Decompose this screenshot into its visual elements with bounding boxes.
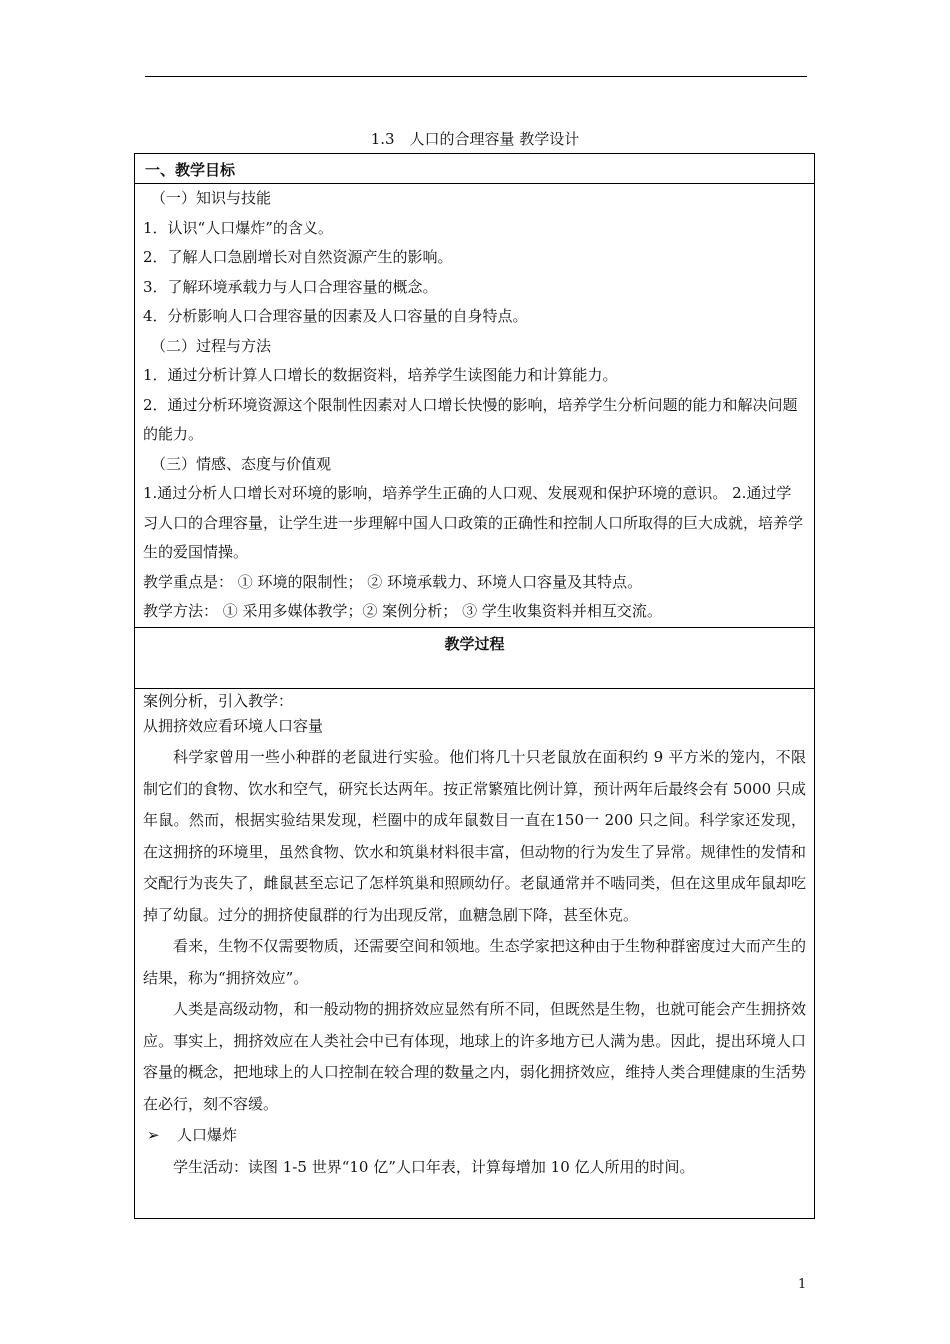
page-number: 1 — [798, 1277, 807, 1292]
key-points: 教学重点是： ① 环境的限制性； ② 环境承载力、环境人口容量及其特点。 — [143, 572, 643, 591]
case-section — [135, 689, 814, 1220]
process-item: 2．通过分析环境资源这个限制性因素对人口增长快慢的影响，培养学生分析问题的能力和解决问题的能力。 — [143, 395, 798, 443]
case-paragraph: 看来，生物不仅需要物质，还需要空间和领地。生态学家把这种由于生物种群密度过大而产生的结果，称为“拥挤效应”。 — [143, 937, 806, 987]
document-title: 1.3 人口的合理容量 教学设计 — [370, 130, 580, 148]
bullet-text: 人口爆炸 — [177, 1126, 238, 1144]
lesson-plan-table — [134, 153, 815, 1219]
case-intro: 案例分析，引入教学： — [143, 692, 294, 710]
teaching-process-heading: 教学过程 — [444, 635, 505, 653]
knowledge-item: 3．了解环境承载力与人口合理容量的概念。 — [143, 277, 438, 296]
header-rule — [145, 76, 807, 77]
objectives-heading-row — [135, 154, 814, 184]
process-heading-row — [135, 628, 814, 689]
knowledge-heading: （一）知识与技能 — [151, 189, 272, 207]
case-subtitle: 从拥挤效应看环境人口容量 — [143, 717, 324, 735]
objectives-heading: 一、教学目标 — [145, 161, 236, 179]
case-paragraph: 科学家曾用一些小种群的老鼠进行实验。他们将几十只老鼠放在面积约 9 平方米的笼内，不限制它们的食物、饮水和空气，研究长达两年。按正常繁殖比例计算，预计两年后最终会有 5000 只成年鼠。然而，根据实验结果发现，栏圈中的成年鼠数目一直在150一 200 只之间。科学家还发现，在这拥挤的环境里，虽然食物、饮水和筑巢材料很丰富，但动物的行为发生了异常。规律性的发情和交配行为丧失了，雌鼠甚至忘记了怎样筑巢和照顾幼仔。老鼠通常并不啮同类，但在这里成年鼠却吃掉了幼鼠。过分的拥挤使鼠群的行为出现反常，血糖急剧下降，甚至休克。 — [143, 748, 806, 924]
process-heading: （二）过程与方法 — [151, 336, 272, 355]
teaching-methods: 教学方法： ① 采用多媒体教学；② 案例分析； ③ 学生收集资料并相互交流。 — [143, 602, 662, 620]
emotion-text: 1.通过分析人口增长对环境的影响，培养学生正确的人口观、发展观和保护环境的意识。 2.通过学习人口的合理容量，让学生进一步理解中国人口政策的正确性和控制人口所取得的巨大成就，培养学生的爱国情操。 — [143, 484, 804, 561]
knowledge-item: 4．分析影响人口合理容量的因素及人口容量的自身特点。 — [143, 307, 528, 325]
objectives-section — [135, 184, 814, 628]
student-activity: 学生活动：读图 1-5 世界“10 亿”人口年表，计算每增加 10 亿人所用的时间。 — [173, 1157, 695, 1176]
emotion-heading: （三）情感、态度与价值观 — [151, 454, 332, 473]
arrow-bullet-icon: ➢ — [147, 1126, 160, 1144]
bullet-item — [143, 1120, 806, 1152]
case-paragraph: 人类是高级动物，和一般动物的拥挤效应显然有所不同，但既然是生物，也就可能会产生拥挤效应。事实上，拥挤效应在人类社会中已有体现，地球上的许多地方已人满为患。因此，提出环境人口容量的概念，把地球上的人口控制在较合理的数量之内，弱化拥挤效应，维持人类合理健康的生活势在必行，刻不容缓。 — [143, 1000, 806, 1113]
knowledge-item: 2．了解人口急剧增长对自然资源产生的影响。 — [143, 248, 453, 266]
knowledge-item: 1．认识“人口爆炸”的含义。 — [143, 218, 333, 237]
process-item: 1．通过分析计算人口增长的数据资料，培养学生读图能力和计算能力。 — [143, 366, 618, 384]
